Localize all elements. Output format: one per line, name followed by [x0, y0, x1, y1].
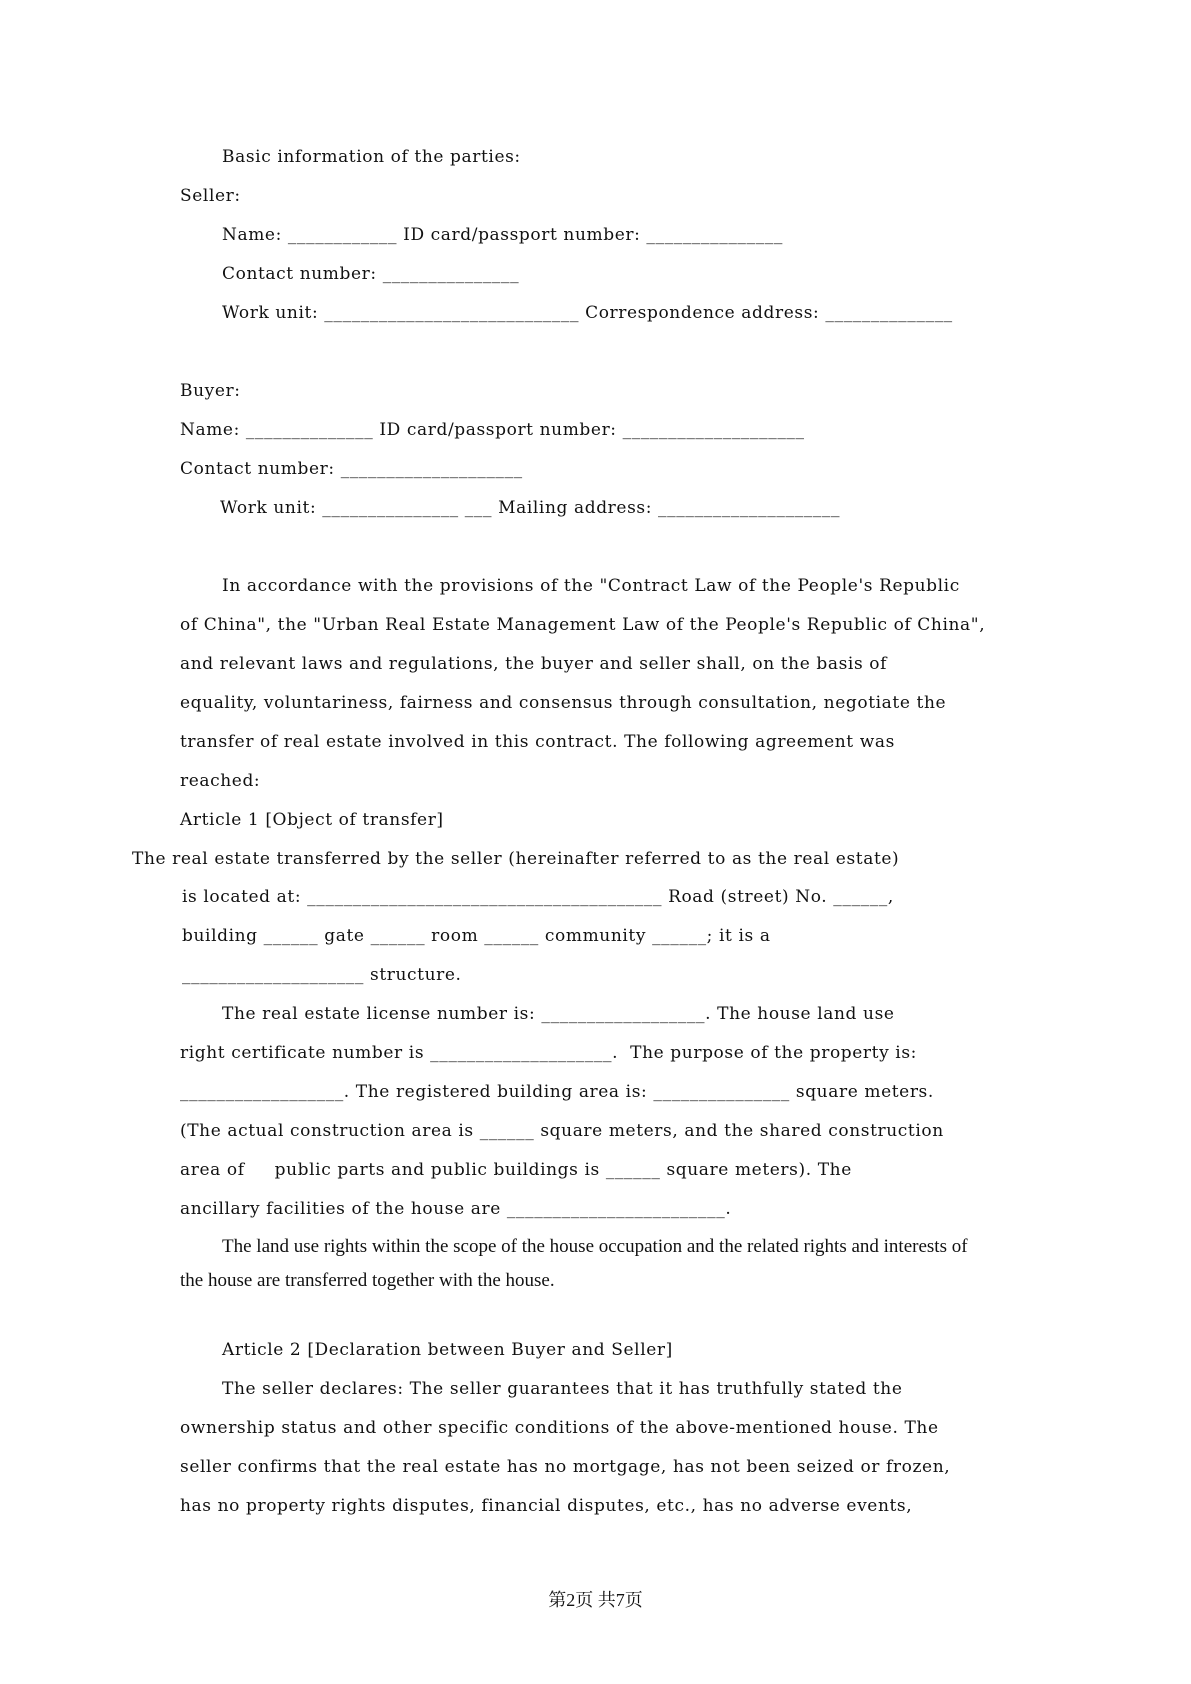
license-line-3: __________________. The registered building area is: _______________ square meters. — [180, 1082, 934, 1102]
article-2-heading: Article 2 [Declaration between Buyer and Seller] — [222, 1340, 673, 1360]
article-1-line-1: The real estate transferred by the seller (hereinafter referred to as the real estate) — [132, 849, 900, 869]
preamble-line-3: and relevant laws and regulations, the buyer and seller shall, on the basis of — [180, 654, 888, 674]
buyer-contact-line: Contact number: ____________________ — [180, 459, 523, 479]
license-line-5: area of public parts and public buildings is ______ square meters). The — [180, 1160, 852, 1180]
license-line-4: (The actual construction area is ______ square meters, and the shared construction — [180, 1121, 944, 1141]
article-1-heading: Article 1 [Object of transfer] — [180, 810, 444, 830]
preamble-line-5: transfer of real estate involved in this contract. The following agreement was — [180, 732, 895, 752]
article-1-line-4: ____________________ structure. — [182, 965, 462, 985]
preamble-line-2: of China", the "Urban Real Estate Management Law of the People's Republic of China", — [180, 615, 986, 635]
seller-contact-line: Contact number: _______________ — [222, 264, 520, 284]
article-1-line-2: is located at: _______________________________________ Road (street) No. ______, — [182, 887, 894, 907]
article-2-line-1: The seller declares: The seller guarantees that it has truthfully stated the — [222, 1379, 903, 1399]
seller-name-line: Name: ____________ ID card/passport number: _______________ — [222, 225, 783, 245]
land-rights-line-2: the house are transferred together with the house. — [180, 1270, 555, 1291]
parties-heading: Basic information of the parties: — [222, 147, 521, 167]
buyer-work-line: Work unit: _______________ ___ Mailing address: ____________________ — [220, 498, 841, 518]
buyer-label: Buyer: — [180, 381, 241, 401]
article-2-line-4: has no property rights disputes, financial disputes, etc., has no adverse events, — [180, 1496, 913, 1516]
license-line-6: ancillary facilities of the house are ________________________. — [180, 1199, 732, 1219]
license-line-1: The real estate license number is: __________________. The house land use — [222, 1004, 895, 1024]
seller-work-line: Work unit: ____________________________ Correspondence address: ______________ — [222, 303, 953, 323]
page-number-footer: 第2页 共7页 — [548, 1590, 643, 1610]
article-2-line-2: ownership status and other specific conditions of the above-mentioned house. The — [180, 1418, 939, 1438]
license-line-2: right certificate number is ____________________. The purpose of the property is: — [180, 1043, 917, 1063]
land-rights-line-1: The land use rights within the scope of the house occupation and the related rights and interests of — [222, 1236, 968, 1257]
seller-label: Seller: — [180, 186, 241, 206]
preamble-line-1: In accordance with the provisions of the "Contract Law of the People's Republic — [222, 576, 960, 596]
article-2-line-3: seller confirms that the real estate has no mortgage, has not been seized or frozen, — [180, 1457, 951, 1477]
article-1-line-3: building ______ gate ______ room ______ community ______; it is a — [182, 926, 771, 946]
preamble-line-4: equality, voluntariness, fairness and consensus through consultation, negotiate the — [180, 693, 947, 713]
preamble-line-6: reached: — [180, 771, 261, 791]
buyer-name-line: Name: ______________ ID card/passport number: ____________________ — [180, 420, 805, 440]
